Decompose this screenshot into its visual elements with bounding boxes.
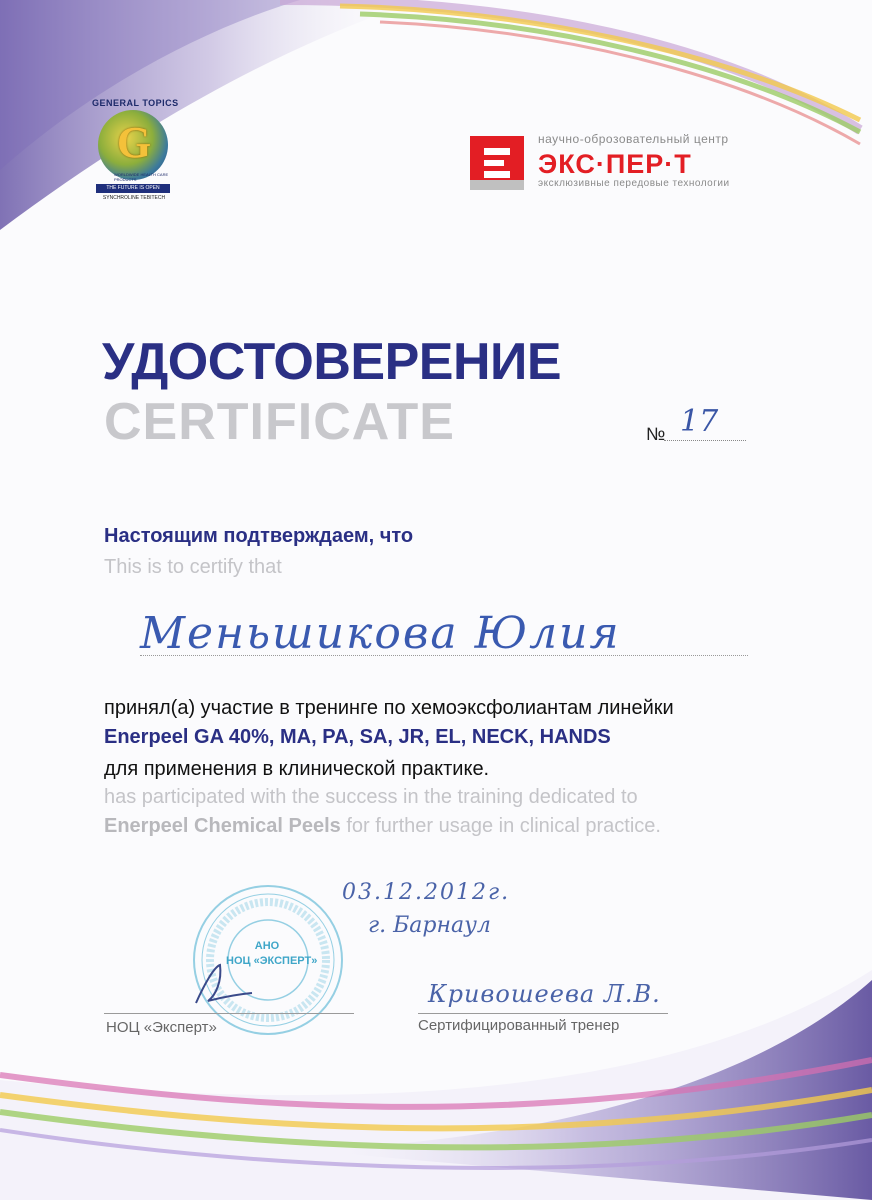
general-topics-g-icon: G [116, 118, 152, 167]
general-topics-tiny-text: WORLDWIDE HEALTH CARE PRODUCTS [114, 172, 169, 182]
certificate-number-label: № [646, 424, 666, 444]
issue-city: г. Барнаул [368, 913, 491, 938]
general-topics-arc-text: GENERAL TOPICS [92, 98, 179, 108]
issue-date: 03.12.2012г. [342, 880, 511, 905]
director-signature [186, 955, 266, 1015]
confirm-text-russian: Настоящим подтверждаем, что [104, 525, 414, 547]
recipient-line [140, 655, 748, 656]
org-label: НОЦ «Эксперт» [106, 1019, 217, 1036]
certificate-number-value: 17 [680, 404, 719, 439]
general-topics-band: THE FUTURE IS OPEN [96, 184, 170, 193]
expert-tagline-bottom: эксклюзивные передовые технологии [538, 178, 730, 189]
body-line-4: has participated with the success in the training dedicated to [104, 786, 638, 808]
expert-logo-mark-icon [470, 136, 524, 190]
trainer-label: Сертифицированный тренер [418, 1017, 620, 1034]
body-line-2: Enerpeel GA 40%, MA, PA, SA, JR, EL, NECK, HANDS [104, 726, 611, 748]
expert-logo-name: ЭКС·ПЕР·Т [538, 149, 692, 179]
general-topics-logo [92, 98, 188, 210]
expert-tagline-top: научно-оброзовательный центр [538, 132, 729, 146]
body-line-1: принял(а) участие в тренинге по хемоэксфолиантам линейки [104, 697, 674, 719]
body-line-5-rest: for further usage in clinical practice. [340, 815, 661, 837]
org-signature-line [104, 1013, 354, 1014]
body-line-5 [104, 815, 661, 838]
general-topics-subtext: SYNCHROLINE TEBITECH [102, 195, 166, 201]
stamp-organization: НОЦ «ЭКСПЕРТ» [226, 955, 318, 967]
confirm-text-english: This is to certify that [104, 556, 282, 578]
trainer-name-handwritten: Кривошеева Л.В. [428, 980, 661, 1008]
trainer-signature-line [418, 1013, 668, 1014]
title-russian: УДОСТОВЕРЕНИЕ [102, 333, 562, 391]
body-line-3: для применения в клинической практике. [104, 758, 490, 780]
recipient-name: Меньшикова Юлия [140, 608, 621, 659]
stamp-abbreviation: АНО [254, 940, 280, 952]
certificate-number-line [664, 440, 746, 441]
title-english: CERTIFICATE [104, 393, 455, 451]
body-line-5-bold: Enerpeel Chemical Peels [104, 815, 341, 837]
